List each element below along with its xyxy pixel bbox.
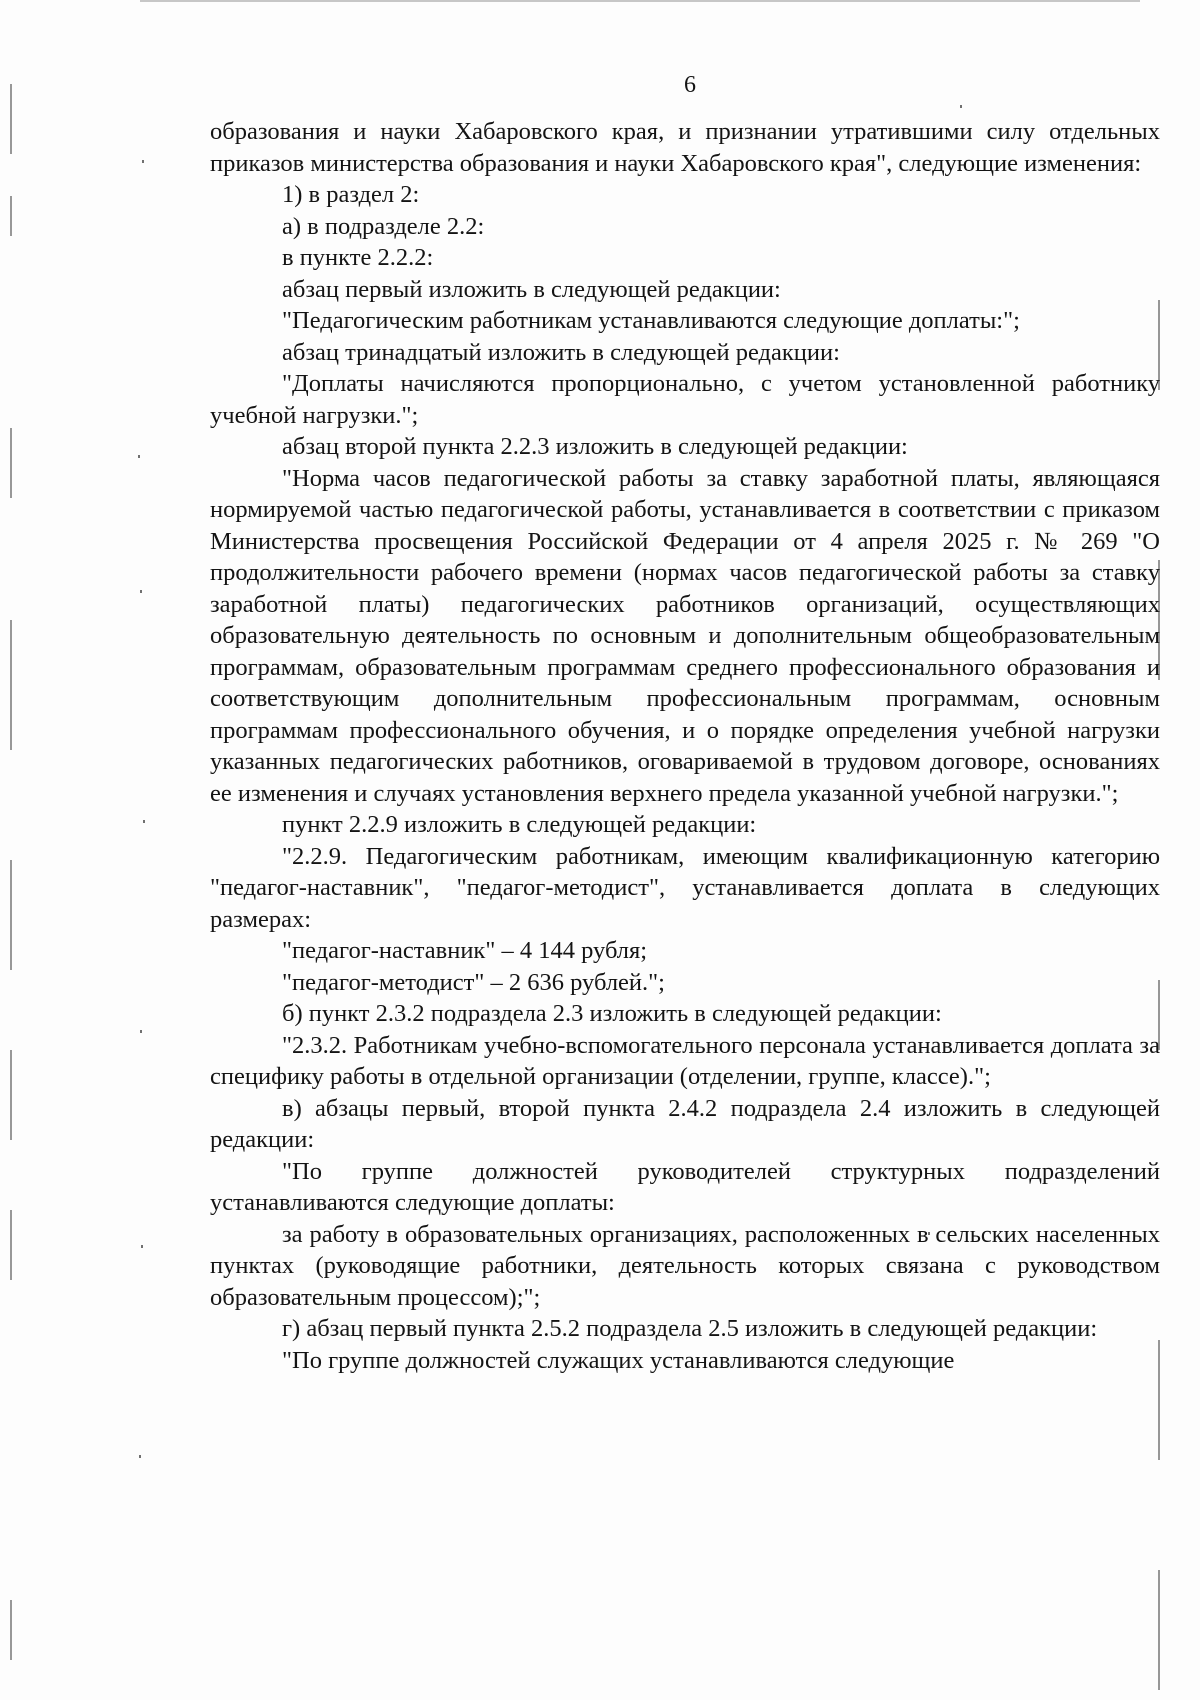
paragraph: "2.2.9. Педагогическим работникам, имеющим квалификационную категорию "педагог-наставник", "педагог-методист", устанавливается доплата в следующих размерах:	[210, 842, 1160, 933]
scan-margin-mark	[10, 196, 12, 236]
scan-top-edge	[140, 0, 1140, 2]
scan-speck	[139, 1455, 141, 1458]
scan-margin-mark	[10, 1210, 12, 1280]
document-body	[210, 116, 1160, 1376]
paragraph: "2.3.2. Работникам учебно-вспомогательного персонала устанавливается доплата за специфику работы в отдельной организации (отделении, группе, классе).";	[210, 1031, 1160, 1090]
scan-margin-mark	[10, 620, 12, 750]
paragraph: г) абзац первый пункта 2.5.2 подраздела 2.5 изложить в следующей редакции:	[282, 1315, 1098, 1342]
paragraph: абзац тринадцатый изложить в следующей редакции:	[282, 338, 840, 366]
paragraph: пункт 2.2.9 изложить в следующей редакции:	[282, 811, 757, 838]
paragraph: за работу в образовательных организациях, расположенных в сельских населенных пунктах (руководящие работники, деятельность которых связана с руководством образовательным процессом);";	[210, 1220, 1160, 1311]
scan-speck	[140, 590, 142, 593]
paragraph: абзац второй пункта 2.2.3 изложить в следующей редакции:	[282, 433, 908, 460]
paragraph: "По группе должностей руководителей структурных подразделений устанавливаются следующие доплаты:	[210, 1157, 1160, 1216]
paragraph: "педагог-методист" – 2 636 рублей.";	[282, 968, 665, 996]
scan-margin-mark	[10, 860, 12, 970]
paragraph: "Доплаты начисляются пропорционально, с учетом установленной работнику учебной нагрузки.";	[210, 370, 1160, 429]
paragraph: "педагог-наставник" – 4 144 рубля;	[282, 937, 648, 964]
paragraph: в пункте 2.2.2:	[282, 244, 434, 271]
scan-speck	[140, 1030, 142, 1033]
paragraph: образования и науки Хабаровского края, и признании утратившими силу отдельных приказов министерства образования и науки Хабаровского края", следующие изменения:	[210, 118, 1160, 177]
scan-margin-mark	[10, 428, 12, 498]
scan-margin-mark	[10, 1050, 12, 1140]
page-number: 6	[684, 72, 696, 98]
paragraph: "Педагогическим работникам устанавливаются следующие доплаты:";	[282, 307, 1020, 334]
scan-speck	[143, 820, 145, 823]
scan-speck	[141, 1245, 143, 1248]
scan-speck	[142, 160, 144, 163]
paragraph: "По группе должностей служащих устанавливаются следующие	[282, 1346, 955, 1374]
scan-speck	[138, 455, 140, 458]
scan-margin-mark	[1158, 1570, 1160, 1690]
paragraph: абзац первый изложить в следующей редакции:	[282, 275, 781, 303]
scan-margin-mark	[10, 1600, 12, 1660]
paragraph: б) пункт 2.3.2 подраздела 2.3 изложить в следующей редакции:	[282, 1000, 942, 1027]
scan-speck	[960, 105, 962, 108]
paragraph: "Норма часов педагогической работы за ставку заработной платы, являющаяся нормируемой частью педагогической работы, устанавливается в соответствии с приказом Министерства просвещения Российской Федерации от 4 апреля 2025 г. № 269 "О продолжительности рабочего времени (нормах часов педагогической работы за ставку заработной платы) педагогических работников организаций, осуществляющих образовательную деятельность по основным и дополнительным общеобразовательным программам, образовательным программам среднего профессионального образования и соответствующим дополнительным профессиональным программам, основным программам профессионального обучения, и о порядке определения учебной нагрузки указанных педагогических работников, оговариваемой в трудовом договоре, основаниях ее изменения и случаях установления верхнего предела указанной учебной нагрузки.";	[210, 464, 1160, 807]
paragraph: а) в подразделе 2.2:	[282, 212, 485, 240]
paragraph: в) абзацы первый, второй пункта 2.4.2 подраздела 2.4 изложить в следующей редакции:	[210, 1094, 1160, 1153]
paragraph: 1) в раздел 2:	[282, 181, 420, 208]
